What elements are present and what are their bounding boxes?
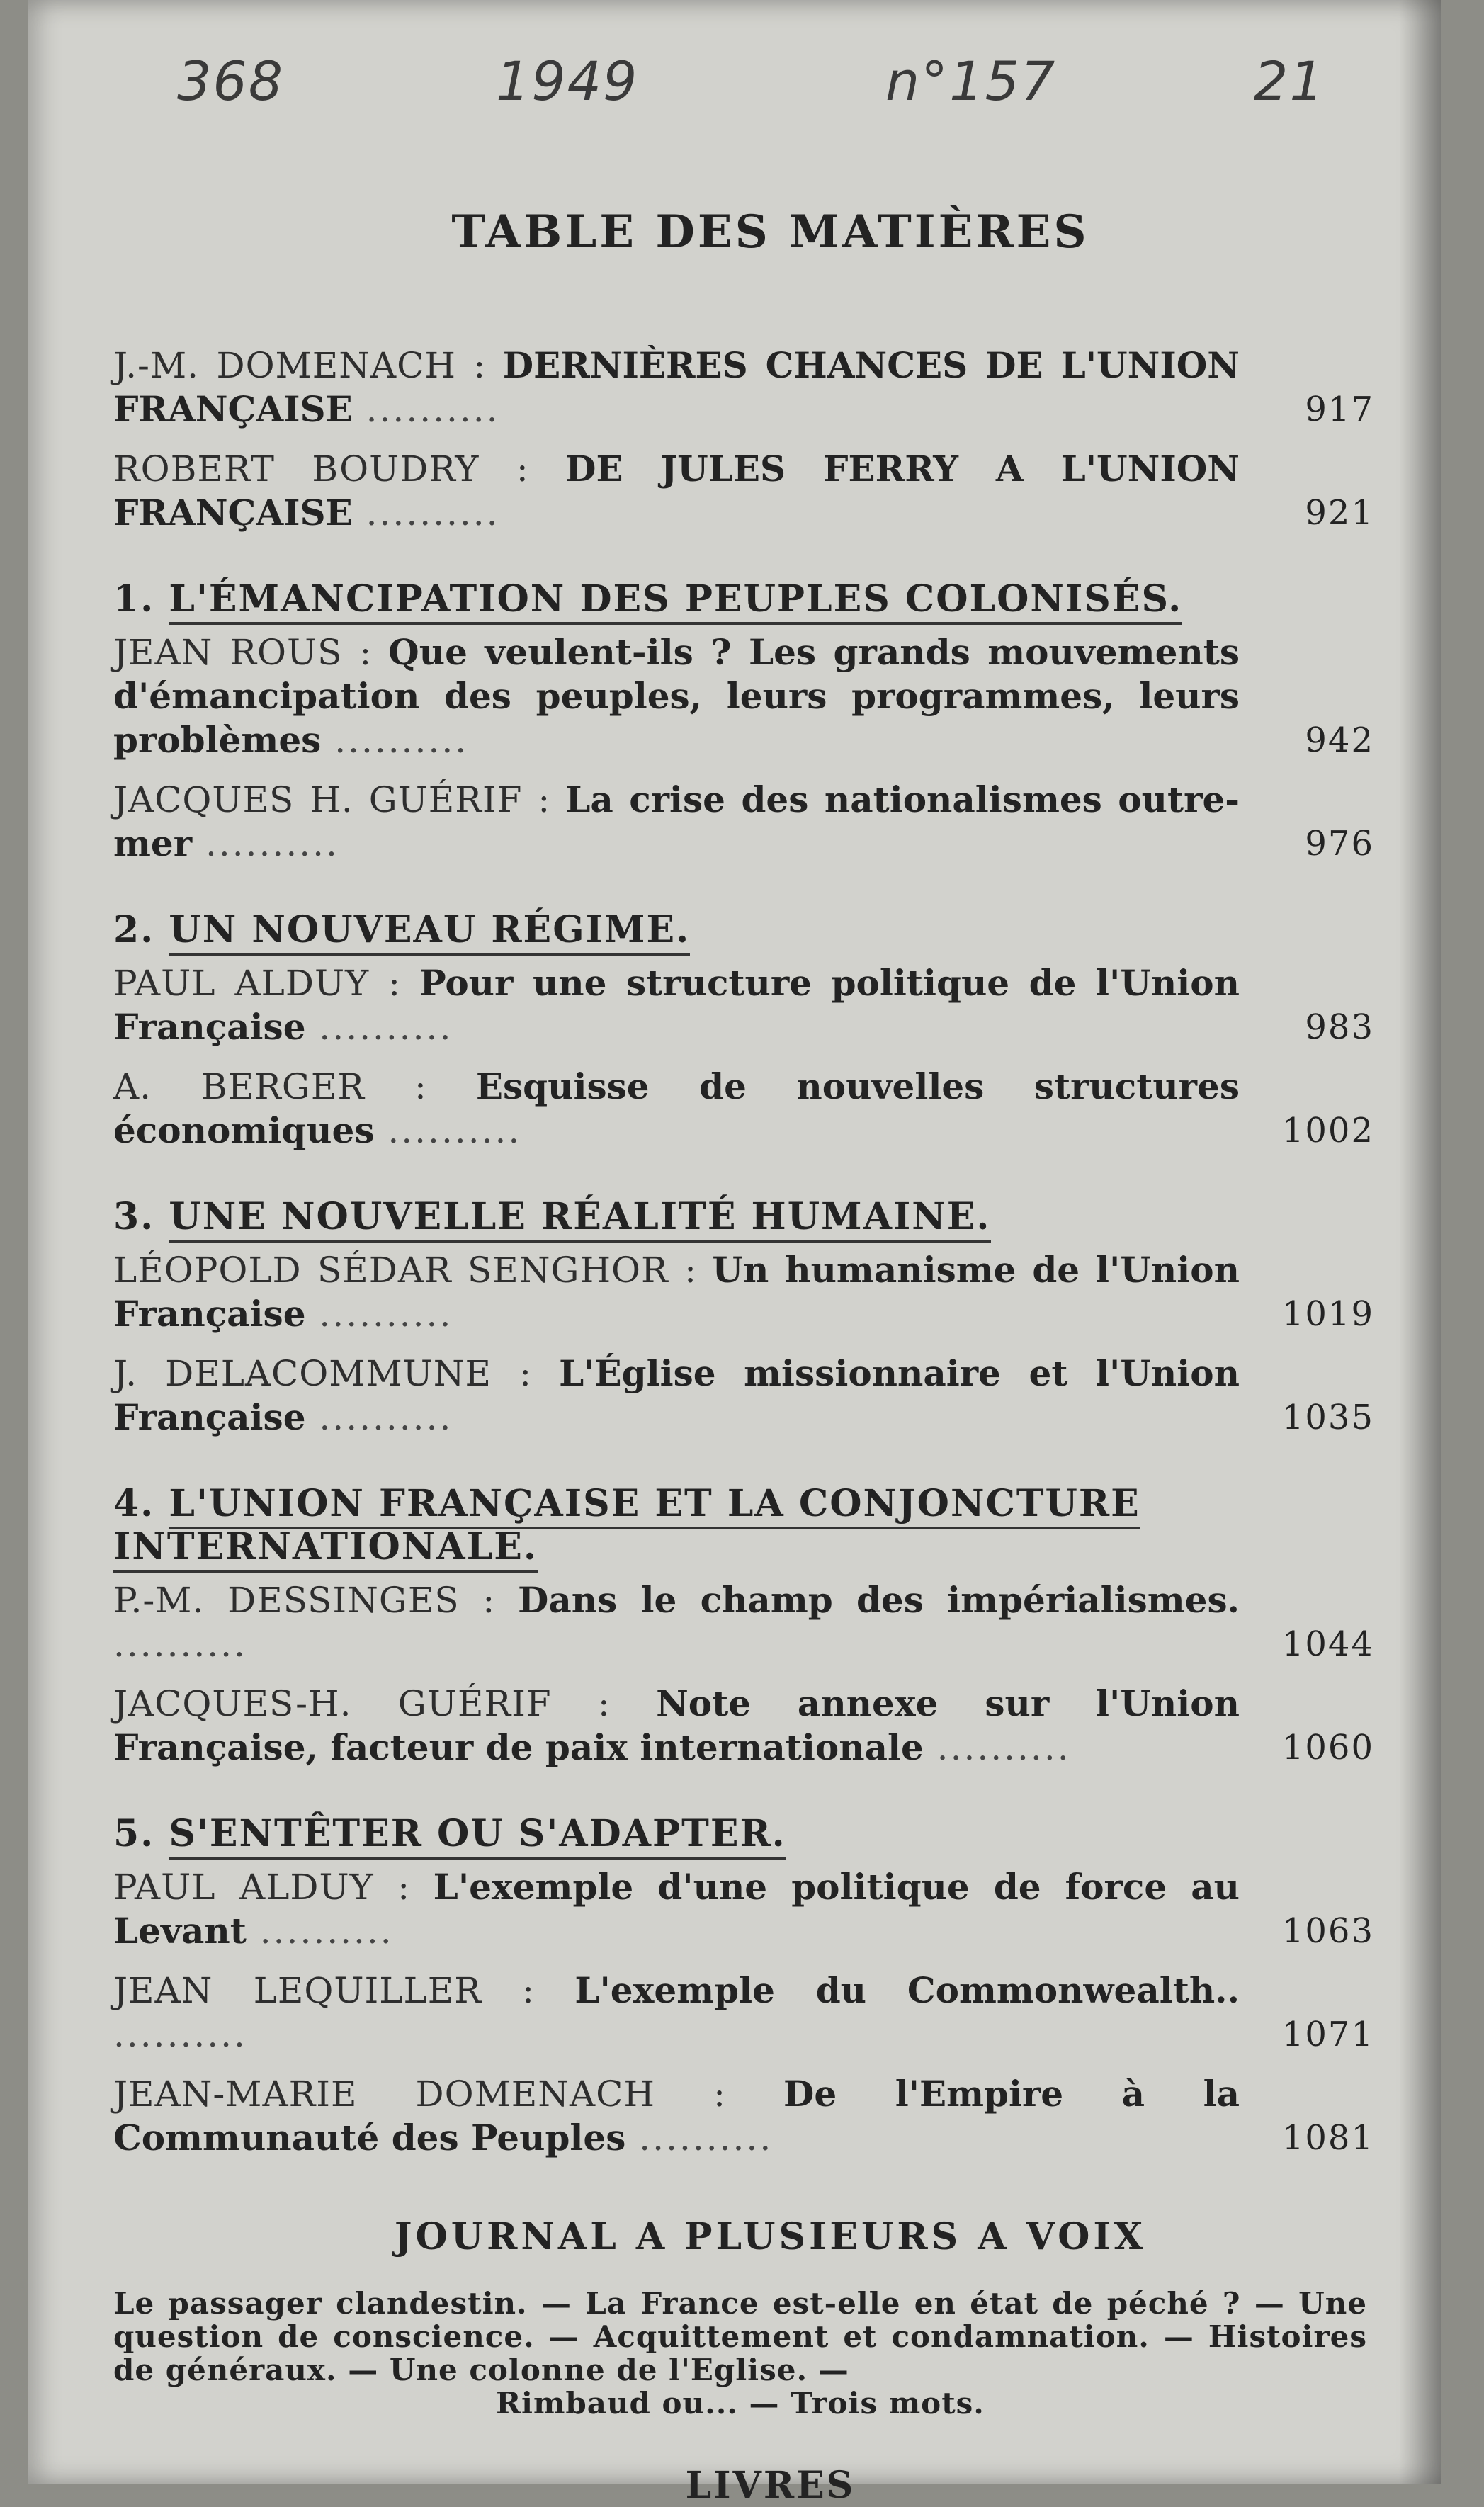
page-title: TABLE DES MATIÈRES (451, 205, 1089, 259)
entry-author: J.-M. DOMENACH : (113, 345, 487, 386)
handwritten-note-1: 368 (177, 50, 285, 113)
toc-entry[interactable] (113, 1969, 1385, 2056)
entry-text (113, 778, 1240, 866)
handwritten-note-3: n°157 (885, 50, 1057, 113)
entry-page-number: 917 (1305, 390, 1374, 429)
section-heading (113, 1482, 1240, 1568)
entry-title: La crise des nationalismes outre-mer (113, 779, 1240, 864)
section-title: L'UNION FRANÇAISE ET LA CONJONCTURE INTERNATIONALE. (113, 1482, 1140, 1573)
journal-last-line: Rimbaud ou... — Trois mots. (496, 2386, 985, 2421)
entry-text (113, 2072, 1240, 2160)
entry-title: De l'Empire à la Communauté des Peuples (113, 2073, 1240, 2158)
dot-leader: .......... (246, 1911, 394, 1952)
toc-entry[interactable] (113, 961, 1385, 1049)
toc-entry[interactable] (113, 1352, 1385, 1439)
entry-author: JACQUES-H. GUÉRIF : (113, 1683, 611, 1724)
entry-page-number: 983 (1305, 1007, 1374, 1047)
entry-title: DE JULES FERRY A L'UNION FRANÇAISE (113, 448, 1240, 533)
entry-page-number: 1035 (1281, 1398, 1374, 1437)
handwritten-note-4: 21 (1254, 50, 1325, 113)
entry-page-number: 1060 (1281, 1728, 1374, 1767)
journal-items (113, 2287, 1367, 2420)
entry-page-number: 1044 (1281, 1624, 1374, 1664)
dot-leader: .......... (305, 1294, 453, 1335)
journal-heading: JOURNAL A PLUSIEURS A VOIX (394, 2215, 1147, 2258)
dot-leader: .......... (113, 1624, 247, 1665)
toc-sections (113, 577, 1385, 2175)
dot-leader: .......... (374, 1110, 522, 1151)
entry-text (113, 1352, 1240, 1439)
section-number: 5. (113, 1812, 155, 1855)
entry-title: L'exemple du Commonwealth.. (574, 1969, 1240, 2011)
toc-entry[interactable] (113, 1865, 1385, 1953)
section-title: UNE NOUVELLE RÉALITÉ HUMAINE. (169, 1195, 990, 1243)
dot-leader: .......... (113, 2014, 247, 2055)
entry-text (113, 1969, 1240, 2056)
livres-heading: LIVRES (685, 2464, 856, 2507)
entry-title: Pour une structure politique de l'Union Française (113, 962, 1240, 1048)
entry-page-number: 976 (1305, 824, 1374, 864)
entry-author: PAUL ALDUY : (113, 963, 402, 1004)
entry-page-number: 1019 (1281, 1294, 1374, 1334)
entry-title: Que veulent-ils ? Les grands mouvements d'émancipation des peuples, leurs programmes, leurs problèmes (113, 631, 1240, 761)
dot-leader: .......... (625, 2117, 774, 2158)
entry-author: JEAN LEQUILLER : (113, 1970, 535, 2011)
entry-text (113, 630, 1240, 762)
entry-title: Dans le champ des impérialismes. (517, 1579, 1240, 1621)
toc-entry[interactable] (113, 447, 1385, 535)
entry-title: L'Église missionnaire et l'Union Française (113, 1352, 1240, 1438)
entry-author: J. DELACOMMUNE : (113, 1353, 532, 1394)
toc-entry[interactable] (113, 344, 1385, 431)
dot-leader: .......... (305, 1397, 453, 1438)
toc-entry[interactable] (113, 1682, 1385, 1770)
dot-leader: .......... (352, 492, 500, 533)
toc-entry[interactable] (113, 778, 1385, 866)
entry-author: A. BERGER : (113, 1066, 427, 1107)
entry-author: JACQUES H. GUÉRIF : (113, 779, 551, 820)
toc-entry[interactable] (113, 2072, 1385, 2160)
book-page (28, 0, 1441, 2507)
section-title: L'ÉMANCIPATION DES PEUPLES COLONISÉS. (169, 577, 1182, 625)
entry-text (113, 961, 1240, 1049)
entry-title: DERNIÈRES CHANCES DE L'UNION FRANÇAISE (113, 344, 1240, 430)
entry-author: JEAN-MARIE DOMENACH : (113, 2073, 726, 2115)
section-number: 1. (113, 577, 155, 621)
entry-author: PAUL ALDUY : (113, 1867, 411, 1908)
section-heading (113, 1195, 1240, 1238)
entry-page-number: 1081 (1281, 2118, 1374, 2158)
section-title: UN NOUVEAU RÉGIME. (169, 908, 690, 956)
section-heading (113, 908, 1240, 951)
entry-author: JEAN ROUS : (113, 632, 373, 673)
entry-text (113, 344, 1240, 431)
toc-entry[interactable] (113, 1065, 1385, 1153)
entry-title: Esquisse de nouvelles structures économiques (113, 1065, 1240, 1151)
section-number: 4. (113, 1482, 155, 1525)
handwritten-note-2: 1949 (496, 50, 639, 113)
entry-text (113, 1065, 1240, 1153)
entry-page-number: 1063 (1281, 1911, 1374, 1951)
entry-page-number: 1002 (1281, 1111, 1374, 1150)
entry-author: ROBERT BOUDRY : (113, 448, 529, 489)
entry-page-number: 1071 (1281, 2015, 1374, 2054)
entry-title: Un humanisme de l'Union Française (113, 1249, 1240, 1335)
toc-entry[interactable] (113, 630, 1385, 762)
intro-entries (113, 344, 1385, 550)
entry-author: LÉOPOLD SÉDAR SENGHOR : (113, 1250, 697, 1291)
entry-text (113, 447, 1240, 535)
entry-title: L'exemple d'une politique de force au Levant (113, 1866, 1240, 1952)
entry-page-number: 921 (1305, 493, 1374, 533)
entry-author: P.-M. DESSINGES : (113, 1580, 496, 1621)
table-of-contents (113, 205, 1385, 2507)
entry-text (113, 1578, 1240, 1666)
dot-leader: .......... (352, 389, 500, 430)
section-heading (113, 577, 1240, 621)
dot-leader: .......... (192, 823, 339, 864)
dot-leader: .......... (923, 1727, 1071, 1768)
journal-text: Le passager clandestin. — La France est-elle en état de péché ? — Une question de conscience. — Acquittement et condamnation. — Histoires de généraux. — Une colonne de l'Eglise. — (113, 2286, 1367, 2387)
entry-text (113, 1682, 1240, 1770)
toc-entry[interactable] (113, 1248, 1385, 1336)
section-number: 3. (113, 1195, 155, 1238)
entry-page-number: 942 (1305, 720, 1374, 760)
page-edge-shadow (1399, 0, 1441, 2484)
entry-text (113, 1865, 1240, 1953)
dot-leader: .......... (321, 720, 469, 761)
section-number: 2. (113, 908, 155, 951)
section-heading (113, 1812, 1240, 1855)
entry-title: Note annexe sur l'Union Française, facteur de paix internationale (113, 1682, 1240, 1768)
entry-text (113, 1248, 1240, 1336)
toc-entry[interactable] (113, 1578, 1385, 1666)
dot-leader: .......... (305, 1007, 453, 1048)
section-title: S'ENTÊTER OU S'ADAPTER. (169, 1812, 786, 1860)
